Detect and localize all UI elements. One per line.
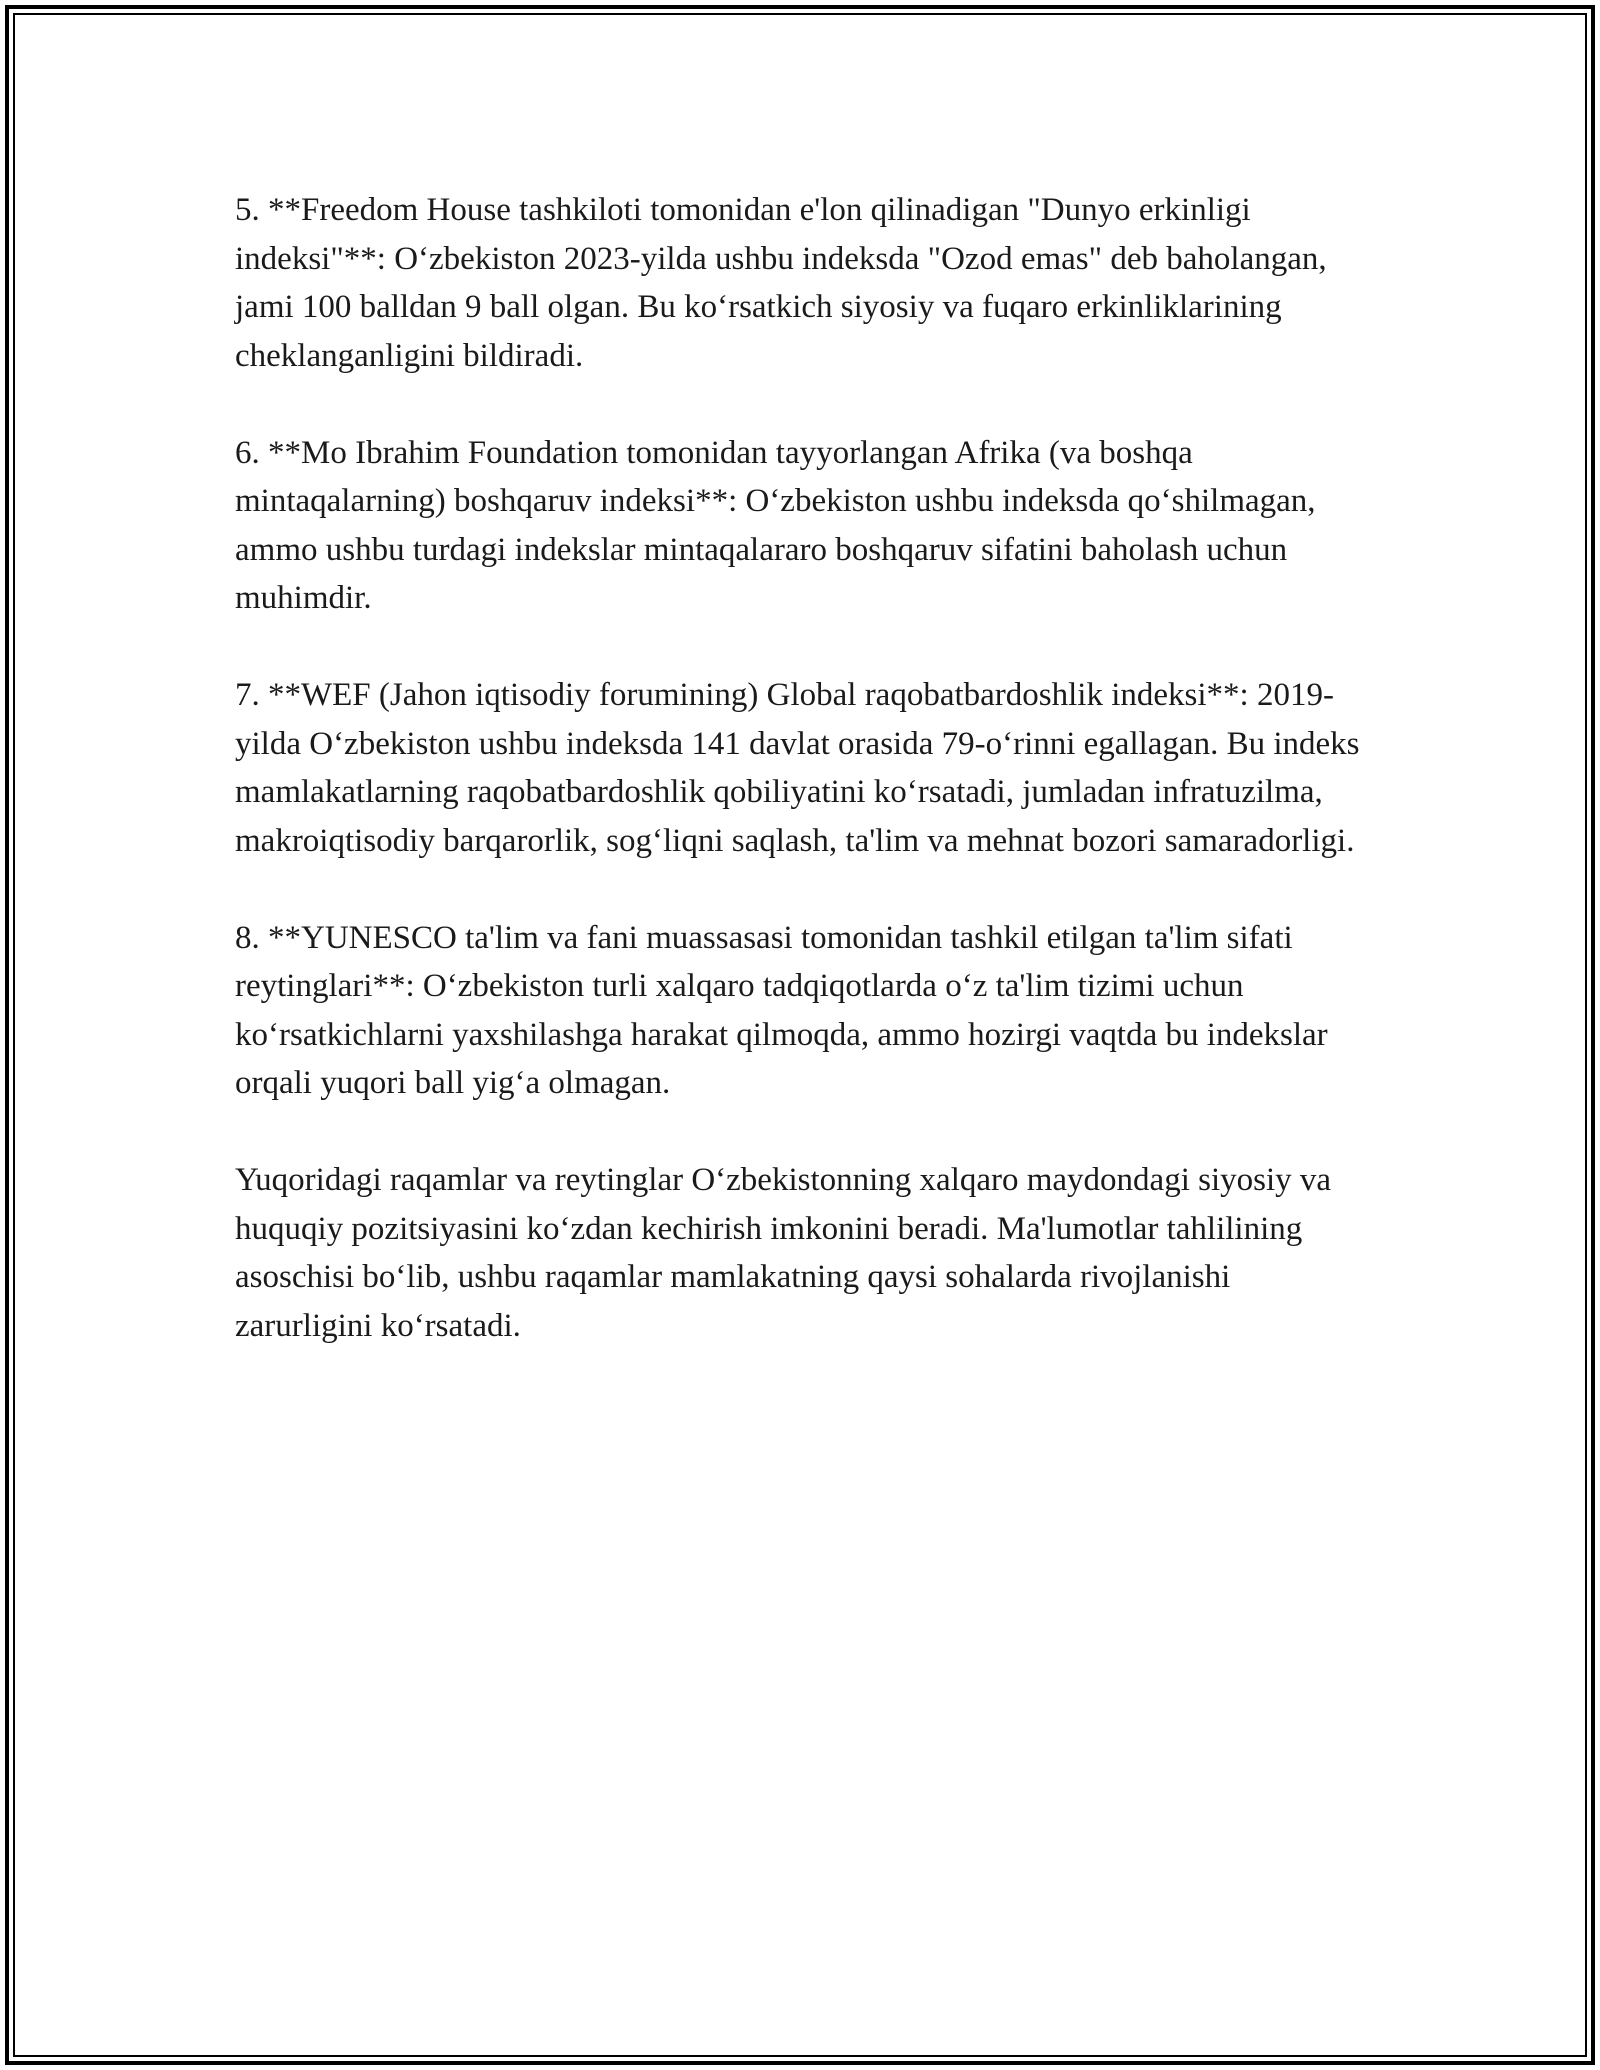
paragraph-yunesco: 8. **YUNESCO ta'lim va fani muassasasi tomonidan tashkil etilgan ta'lim sifati reytinglari**: O‘zbekiston turli xalqaro tadqiqotlarda o‘z ta'lim tizimi uchun ko‘rsatkichlarni yaxshilashga harakat qilmoqda, ammo hozirgi vaqtda bu indekslar orqali yuqori ball yig‘a olmagan. bbox=[235, 919, 1328, 1101]
paragraph-conclusion: Yuqoridagi raqamlar va reytinglar O‘zbekistonning xalqaro maydondagi siyosiy va huquqiy pozitsiyasini ko‘zdan kechirish imkonini beradi. Ma'lumotlar tahlilining asoschisi bo‘lib, ushbu raqamlar mamlakatning qaysi sohalarda rivojlanishi zarurligini ko‘rsatadi. bbox=[235, 1162, 1332, 1344]
document-body bbox=[235, 186, 1375, 1350]
paragraph-mo-ibrahim: 6. **Mo Ibrahim Foundation tomonidan tayyorlangan Afrika (va boshqa mintaqalarning) boshqaruv indeksi**: O‘zbekiston ushbu indeksda qo‘shilmagan, ammo ushbu turdagi indekslar mintaqalararo boshqaruv sifatini baholash uchun muhimdir. bbox=[235, 434, 1316, 616]
paragraph-freedom-house: 5. **Freedom House tashkiloti tomonidan e'lon qilinadigan "Dunyo erkinligi indeksi"**: O‘zbekiston 2023-yilda ushbu indeksda "Ozod emas" deb baholangan, jami 100 balldan 9 ball olgan. Bu ko‘rsatkich siyosiy va fuqaro erkinliklarining cheklanganligini bildiradi. bbox=[235, 192, 1327, 374]
paragraph-wef: 7. **WEF (Jahon iqtisodiy forumining) Global raqobatbardoshlik indeksi**: 2019-yilda O‘zbekiston ushbu indeksda 141 davlat orasida 79-o‘rinni egallagan. Bu indeks mamlakatlarning raqobatbardoshlik qobiliyatini ko‘rsatadi, jumladan infratuzilma, makroiqtisodiy barqarorlik, sog‘liqni saqlash, ta'lim va mehnat bozori samaradorligi. bbox=[235, 677, 1360, 859]
